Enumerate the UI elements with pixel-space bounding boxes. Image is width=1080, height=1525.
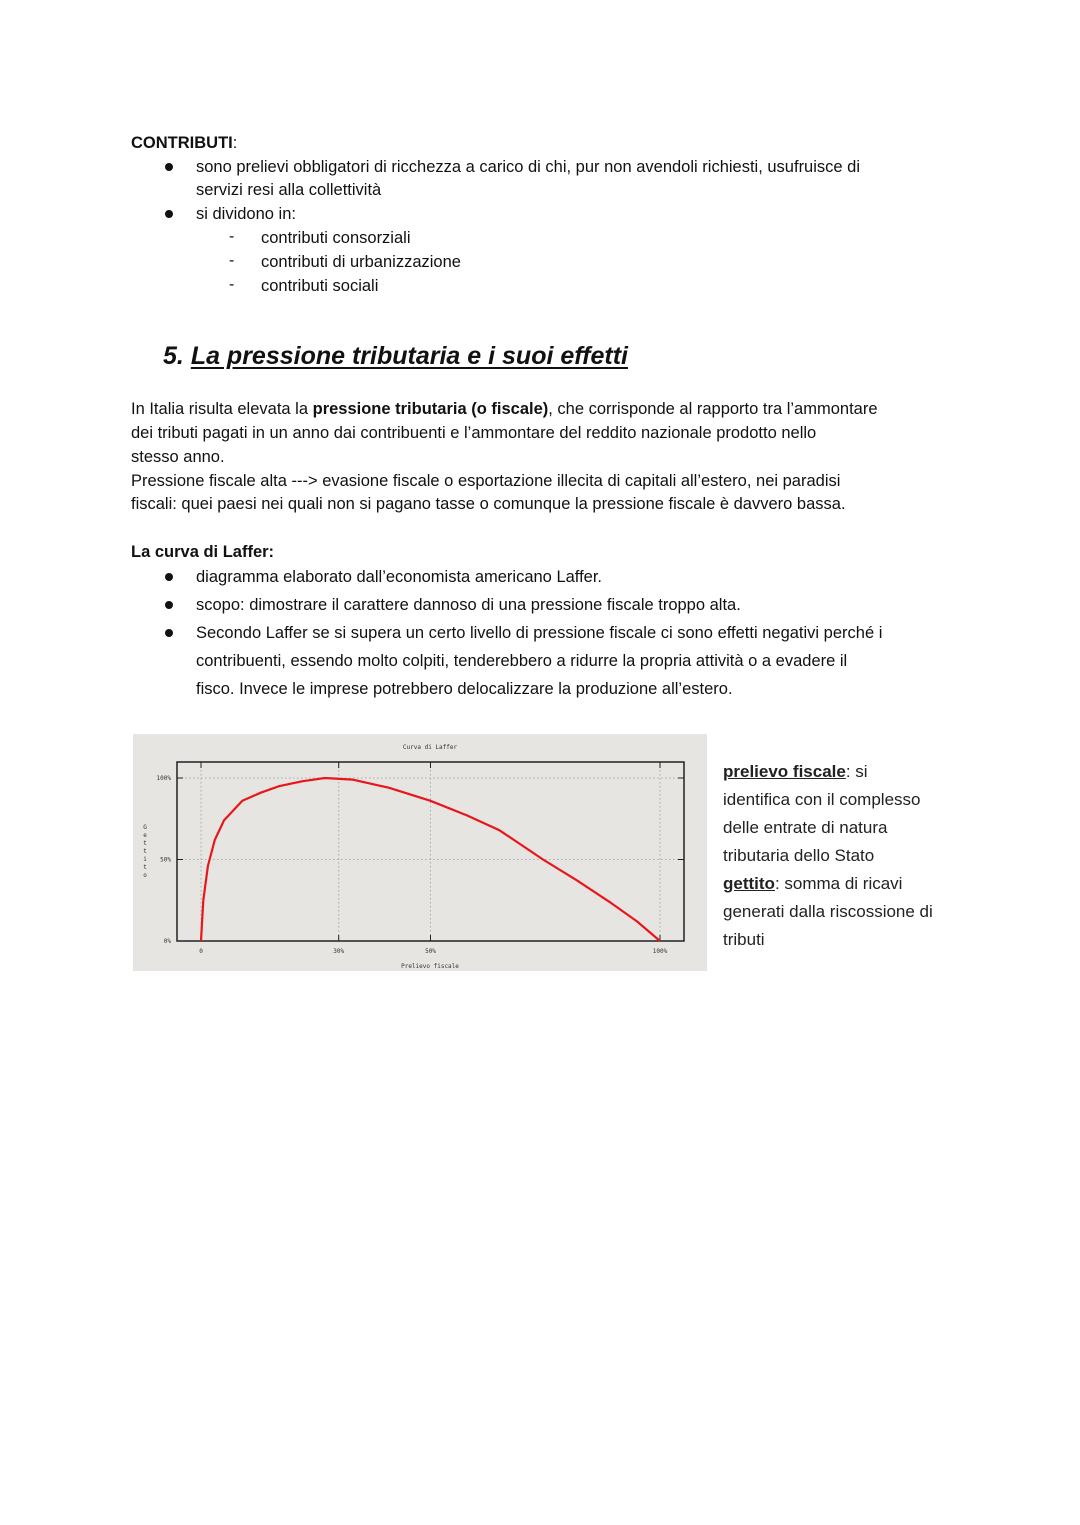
bullet-icon [165,210,173,218]
paragraph-line: In Italia risulta elevata la pressione tributaria (o fiscale), che corrisponde al rapporto tra l’ammontare [131,400,878,418]
y-tick-label: 0% [163,938,171,945]
y-tick-label: 100% [156,775,171,782]
paragraph-line: stesso anno. [131,448,225,466]
sub-list-item: contributi di urbanizzazione [261,253,461,271]
note-gettito: gettito: somma di ricavi [723,874,903,893]
dash-icon: - [229,228,235,245]
sub-list-item: contributi sociali [261,277,379,295]
sub-list-item: contributi consorziali [261,229,411,247]
note-line: generati dalla riscossione di [723,902,933,921]
list-item: scopo: dimostrare il carattere dannoso di una pressione fiscale troppo alta. [196,596,741,614]
bullet-icon [165,629,173,637]
list-item: Secondo Laffer se si supera un certo livello di pressione fiscale ci sono effetti negativi perché i [196,624,883,642]
note-line: identifica con il complesso [723,790,921,809]
x-axis-label: Prelievo fiscale [401,963,459,970]
note-prelievo: prelievo fiscale: si [723,762,868,781]
laffer-chart [133,734,707,971]
dash-icon: - [229,276,235,293]
paragraph-line: dei tributi pagati in un anno dai contribuenti e l’ammontare del reddito nazionale prodotto nello [131,424,817,442]
section-heading: 5. La pressione tributaria e i suoi effetti [163,342,628,370]
x-tick-label: 100% [652,948,668,955]
x-tick-label: 50% [425,948,436,955]
y-axis-label: G e t t i t o [143,824,147,879]
x-tick-label: 30% [333,948,345,955]
chart-title: Curva di Laffer [402,744,458,751]
list-item: si dividono in: [196,205,296,223]
list-item-cont: contribuenti, essendo molto colpiti, tenderebbero a ridurre la propria attività o a evadere il [196,652,848,670]
list-item: diagramma elaborato dall’economista americano Laffer. [196,568,603,586]
list-item-cont: fisco. Invece le imprese potrebbero delocalizzare la produzione all’estero. [196,680,733,698]
note-line: tributi [723,930,765,949]
paragraph-line: Pressione fiscale alta ---> evasione fiscale o esportazione illecita di capitali all’estero, nei paradisi [131,472,841,490]
bullet-icon [165,163,173,171]
paragraph-line: fiscali: quei paesi nei quali non si pagano tasse o comunque la pressione fiscale è davvero bassa. [131,495,846,513]
note-line: delle entrate di natura [723,818,888,837]
list-item-cont: servizi resi alla collettività [196,181,382,199]
bullet-icon [165,601,173,609]
y-tick-label: 50% [160,856,171,864]
note-line: tributaria dello Stato [723,846,875,865]
dash-icon: - [229,252,235,269]
bullet-icon [165,573,173,581]
laffer-heading: La curva di Laffer: [131,543,275,561]
contributi-heading: CONTRIBUTI: [131,134,238,152]
list-item: sono prelievi obbligatori di ricchezza a carico di chi, pur non avendoli richiesti, usufruisce di [196,158,861,176]
x-tick-label: 0 [199,948,203,955]
